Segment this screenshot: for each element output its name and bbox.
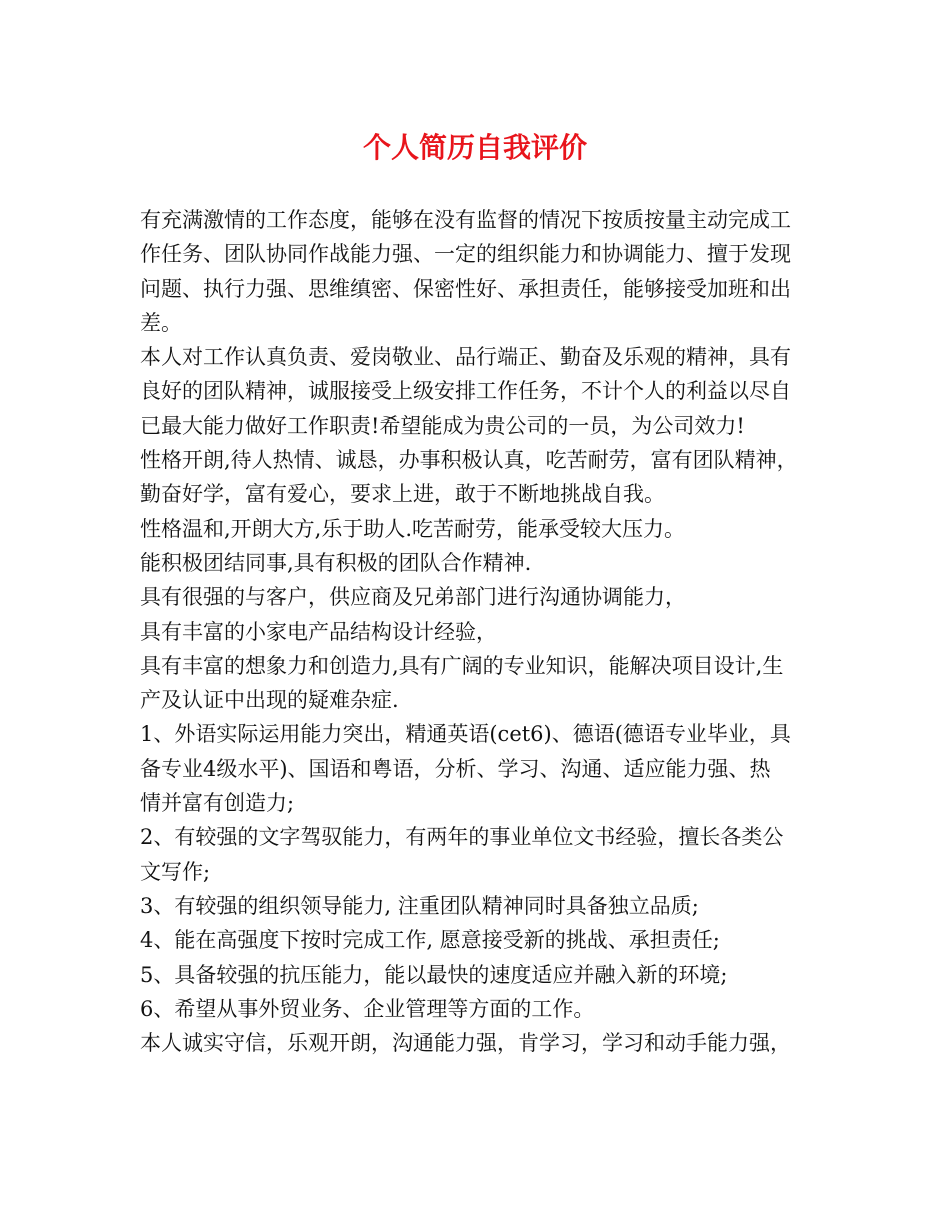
text-line: 作任务、团队协同作战能力强、一定的组织能力和协调能力、擅于发现 bbox=[140, 242, 791, 267]
text-line: 本人对工作认真负责、爱岗敬业、品行端正、勤奋及乐观的精神，具有 bbox=[140, 345, 791, 370]
text-line: 备专业4级水平)、国语和粤语，分析、学习、沟通、适应能力强、热 bbox=[140, 756, 771, 781]
text-line: 性格温和,开朗大方,乐于助人.吃苦耐劳，能承受较大压力。 bbox=[140, 516, 686, 541]
text-line: 2、有较强的文字驾驭能力，有两年的事业单位文书经验，擅长各类公 bbox=[140, 825, 784, 850]
text-line: 具有丰富的小家电产品结构设计经验， bbox=[140, 619, 497, 644]
text-line: 1、外语实际运用能力突出，精通英语(cet6)、德语(德语专业毕业，具 bbox=[140, 722, 791, 747]
text-line: 已最大能力做好工作职责!希望能成为贵公司的一员，为公司效力! bbox=[140, 413, 745, 438]
document-title: 个人简历自我评价 bbox=[362, 131, 587, 164]
text-line: 差。 bbox=[140, 310, 182, 335]
text-line: 具有丰富的想象力和创造力,具有广阔的专业知识，能解决项目设计,生 bbox=[140, 653, 784, 678]
text-line: 性格开朗,待人热情、诚恳，办事积极认真，吃苦耐劳，富有团队精神， bbox=[140, 448, 798, 473]
text-line: 5、具备较强的抗压能力，能以最快的速度适应并融入新的环境; bbox=[140, 962, 728, 987]
text-line: 问题、执行力强、思维缜密、保密性好、承担责任，能够接受加班和出 bbox=[140, 276, 791, 301]
text-line: 勤奋好学，富有爱心，要求上进，敢于不断地挑战自我。 bbox=[140, 482, 665, 507]
text-line: 良好的团队精神，诚服接受上级安排工作任务，不计个人的利益以尽自 bbox=[140, 379, 791, 404]
text-line: 4、能在高强度下按时完成工作, 愿意接受新的挑战、承担责任; bbox=[140, 928, 720, 953]
text-line: 6、希望从事外贸业务、企业管理等方面的工作。 bbox=[140, 996, 595, 1021]
text-line: 文写作; bbox=[140, 859, 211, 884]
text-line: 3、有较强的组织领导能力, 注重团队精神同时具备独立品质; bbox=[140, 893, 699, 918]
document-body bbox=[140, 203, 820, 1060]
text-line: 产及认证中出现的疑难杂症. bbox=[140, 688, 399, 713]
text-line: 能积极团结同事,具有积极的团队合作精神. bbox=[140, 550, 532, 575]
text-line: 具有很强的与客户，供应商及兄弟部门进行沟通协调能力， bbox=[140, 585, 686, 610]
text-line: 情并富有创造力; bbox=[140, 791, 295, 816]
text-line: 本人诚实守信，乐观开朗，沟通能力强，肯学习，学习和动手能力强， bbox=[140, 1031, 791, 1056]
text-line: 有充满激情的工作态度，能够在没有监督的情况下按质按量主动完成工 bbox=[140, 208, 791, 232]
